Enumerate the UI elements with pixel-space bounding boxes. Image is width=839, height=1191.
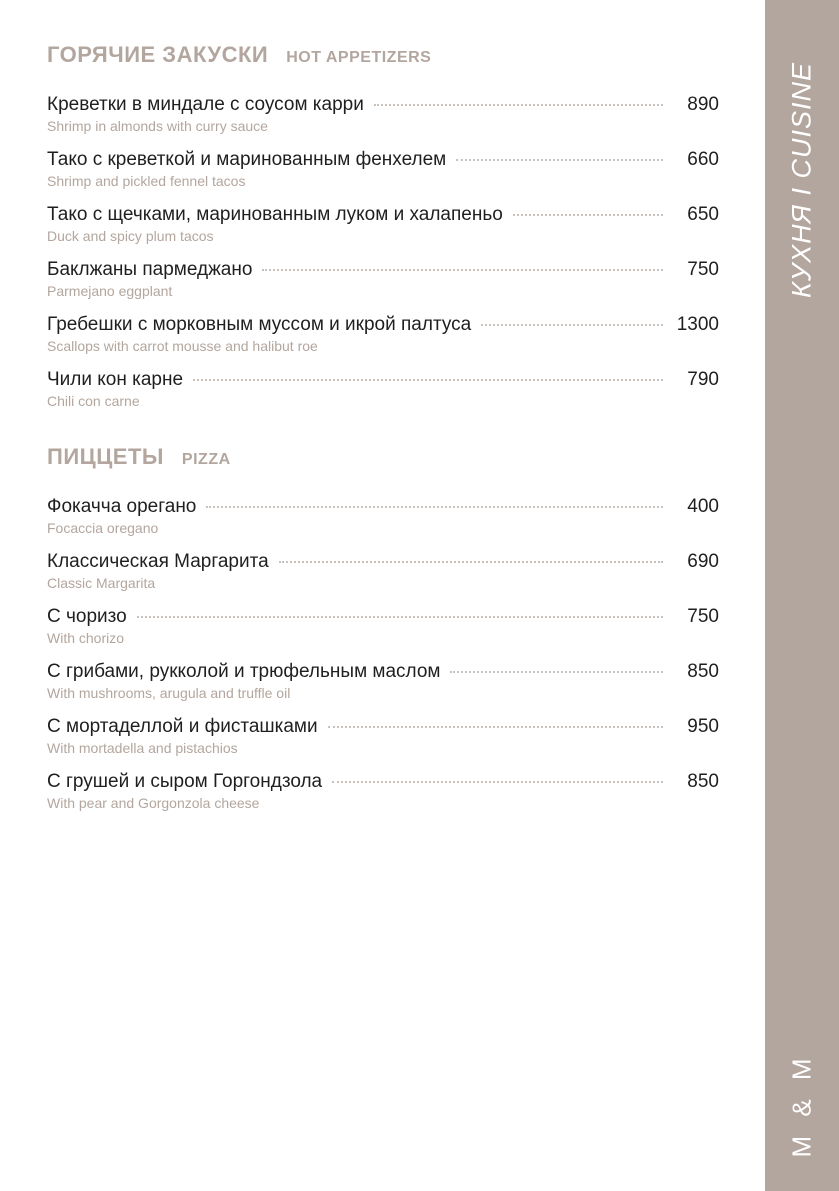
- sidebar-title: КУХНЯ I CUISINE: [786, 61, 817, 299]
- menu-item: [47, 204, 719, 259]
- section-header: [47, 42, 719, 94]
- dish-price: 950: [687, 716, 719, 737]
- menu-item: [47, 369, 719, 424]
- dot-leader: [206, 506, 663, 508]
- dish-name: С грибами, рукколой и трюфельным маслом: [47, 661, 441, 682]
- dish-price: 1300: [676, 314, 719, 335]
- dish-price: 690: [687, 551, 719, 572]
- dot-leader: [279, 561, 663, 563]
- menu-item: [47, 94, 719, 149]
- dot-leader: [450, 671, 663, 673]
- dish-name: Креветки в миндале с соусом карри: [47, 94, 364, 115]
- menu-item: [47, 551, 719, 606]
- dot-leader: [137, 616, 663, 618]
- dot-leader: [456, 159, 663, 161]
- dish-price: 660: [687, 149, 719, 170]
- dish-name: Чили кон карне: [47, 369, 184, 390]
- dot-leader: [193, 379, 663, 381]
- menu-item: [47, 259, 719, 314]
- menu-list: [47, 496, 719, 826]
- dot-leader: [332, 781, 663, 783]
- section-title-en: HOT APPETIZERS: [286, 49, 432, 66]
- dish-name: Тако с щечками, маринованным луком и халапеньо: [47, 204, 503, 225]
- dish-name-en: With chorizo: [47, 630, 125, 646]
- dish-name: С грушей и сыром Горгондзола: [47, 771, 323, 792]
- section-title-ru: ПИЦЦЕТЫ: [47, 444, 164, 469]
- dot-leader: [328, 726, 663, 728]
- dot-leader: [513, 214, 663, 216]
- dot-leader: [262, 269, 663, 271]
- dot-leader: [481, 324, 663, 326]
- dish-name-en: Classic Margarita: [47, 575, 156, 591]
- dish-name-en: Shrimp and pickled fennel tacos: [47, 173, 246, 189]
- dish-name-en: Scallops with carrot mousse and halibut roe: [47, 338, 318, 354]
- menu-item: [47, 716, 719, 771]
- dish-name-en: Parmejano eggplant: [47, 283, 173, 299]
- section-pizza: [47, 444, 719, 826]
- menu-item: [47, 661, 719, 716]
- dish-name-en: Focaccia oregano: [47, 520, 159, 536]
- menu-item: [47, 771, 719, 826]
- dish-name: Классическая Маргарита: [47, 551, 269, 572]
- dot-leader: [374, 104, 663, 106]
- section-header: [47, 444, 719, 496]
- dish-price: 650: [687, 204, 719, 225]
- dish-name: Тако с креветкой и маринованным фенхелем: [47, 149, 447, 170]
- dish-price: 850: [687, 661, 719, 682]
- dish-price: 850: [687, 771, 719, 792]
- dish-price: 790: [687, 369, 719, 390]
- dish-name-en: Chili con carne: [47, 393, 140, 409]
- dish-name-en: With mushrooms, arugula and truffle oil: [47, 685, 291, 701]
- dish-name: Баклжаны пармеджано: [47, 259, 253, 280]
- dish-name-en: Duck and spicy plum tacos: [47, 228, 214, 244]
- dish-price: 890: [687, 94, 719, 115]
- dish-price: 750: [687, 606, 719, 627]
- menu-item: [47, 606, 719, 661]
- dish-price: 750: [687, 259, 719, 280]
- menu-item: [47, 149, 719, 204]
- section-title-en: PIZZA: [181, 451, 231, 468]
- dish-name: С мортаделлой и фисташками: [47, 716, 318, 737]
- dish-name-en: With mortadella and pistachios: [47, 740, 238, 756]
- section-hot-appetizers: [47, 42, 719, 424]
- dish-name-en: Shrimp in almonds with curry sauce: [47, 118, 268, 134]
- menu-item: [47, 496, 719, 551]
- dish-name: Гребешки с морковным муссом и икрой палтуса: [47, 314, 472, 335]
- dish-name: С чоризо: [47, 606, 127, 627]
- menu-list: [47, 94, 719, 424]
- brand-logo: M & M: [786, 1052, 817, 1158]
- dish-name: Фокачча орегано: [47, 496, 197, 517]
- dish-price: 400: [687, 496, 719, 517]
- menu-item: [47, 314, 719, 369]
- dish-name-en: With pear and Gorgonzola cheese: [47, 795, 260, 811]
- section-title-ru: ГОРЯЧИЕ ЗАКУСКИ: [47, 42, 269, 67]
